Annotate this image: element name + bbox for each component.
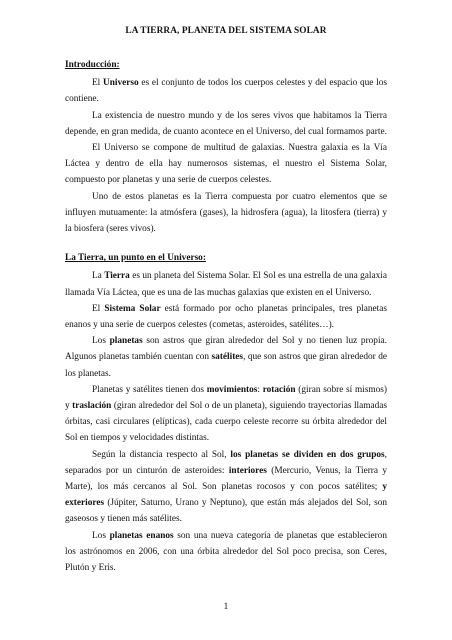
text-run: (giran sobre sí mismos) y: [65, 384, 387, 412]
text-run: La existencia de nuestro mundo y de los seres vivos que habitamos la Tierra depende, en gran medida, de cuanto acontece en el Universo, del cual formamos parte.: [65, 110, 387, 137]
bold-term: y exteriores: [65, 482, 387, 509]
text-run: El: [92, 303, 105, 314]
text-run: es el conjunto de todos los cuerpos celestes y del espacio que los contiene.: [65, 78, 388, 105]
bold-term: movimientos: [206, 384, 258, 395]
paragraph: [65, 382, 387, 447]
text-run: El: [92, 78, 104, 89]
text-run: Uno de estos planetas es la Tierra compuesta por cuatro elementos que se influyen mutuamente: la atmósfera (gases), la hidrosfera (agua), la litosfera (tierra) y la biosfera (seres vivos).: [65, 191, 387, 235]
text-run: Los: [92, 336, 110, 347]
text-run: está formado por ocho planetas principales, tres planetas enanos y una serie de cuerpos celestes (cometas, asteroides, satélites…).: [65, 303, 387, 331]
paragraph: [65, 75, 387, 107]
text-run: Los: [92, 530, 110, 541]
paragraph: [65, 108, 387, 140]
bold-term: satélites: [211, 352, 244, 363]
bold-term: traslación: [72, 401, 112, 412]
paragraph: [65, 333, 387, 382]
text-run: (Mercurio, Venus, la Tierra y Marte), los más cercanos al Sol. Son planetas rocosos y con pocos satélites;: [65, 465, 387, 493]
bold-term: interiores: [228, 465, 267, 476]
bold-term: rotación: [262, 384, 296, 395]
document-title: LA TIERRA, PLANETA DEL SISTEMA SOLAR: [125, 26, 327, 36]
bold-term: Sistema Solar: [104, 303, 161, 314]
page-number: 1: [223, 602, 229, 612]
text-run: Planetas y satélites tienen dos: [92, 384, 207, 395]
bold-term: planetas enanos: [109, 530, 174, 541]
text-run: , que son astros que giran alrededor de los planetas.: [65, 352, 387, 379]
text-run: son astros que giran alrededor del Sol y no tienen luz propia. Algunos planetas también cuentan con: [65, 336, 387, 363]
bold-term: Universo: [103, 78, 139, 89]
text-run: Según la distancia respecto al Sol,: [92, 449, 231, 460]
bold-term: Tierra: [104, 271, 130, 282]
text-run: , separados por un cinturón de asteroides:: [65, 449, 387, 476]
text-run: es un planeta del Sistema Solar. El Sol es una estrella de una galaxia llamada Vía Láctea, que es una de las muchas galaxias que existen en el Universo.: [65, 271, 387, 298]
text-run: El Universo se compone de multitud de galaxias. Nuestra galaxia es la Vía Láctea y dentro de ella hay numerosos sistemas, el nuestro el Sistema Solar, compuesto por planetas y una serie de cuerpos celestes.: [65, 143, 387, 186]
paragraph: [65, 447, 387, 528]
bold-term: planetas: [109, 336, 143, 347]
text-run: (giran alrededor del Sol o de un planeta), siguiendo trayectorias llamadas órbitas, casi circulares (elípticas), cada cuerpo celeste recorre su órbita alrededor del Sol en tiempos y velocidades distintas.: [65, 401, 387, 444]
paragraph: [65, 189, 387, 238]
text-run: :: [257, 384, 263, 395]
text-run: (Júpiter, Saturno, Urano y Neptuno), que están más alejados del Sol, son gaseosos y tienen más satélites.: [65, 498, 387, 525]
section-introduccion: [65, 57, 387, 237]
section-heading: La Tierra, un punto en el Universo:: [65, 253, 206, 264]
text-run: La: [92, 271, 105, 282]
bold-term: los planetas se dividen en dos grupos: [230, 449, 385, 460]
text-run: son una nueva categoría de planetas que establecieron los astrónomos en 2006, con una órbita alrededor del Sol poco precisa, son Ceres, Plutón y Eris.: [65, 530, 387, 574]
section-tierra-universo: [65, 250, 387, 576]
paragraph: [65, 140, 387, 189]
paragraph: [65, 528, 387, 577]
paragraph: [65, 301, 387, 333]
paragraph: [65, 268, 387, 300]
section-heading: Introducción:: [65, 60, 120, 70]
